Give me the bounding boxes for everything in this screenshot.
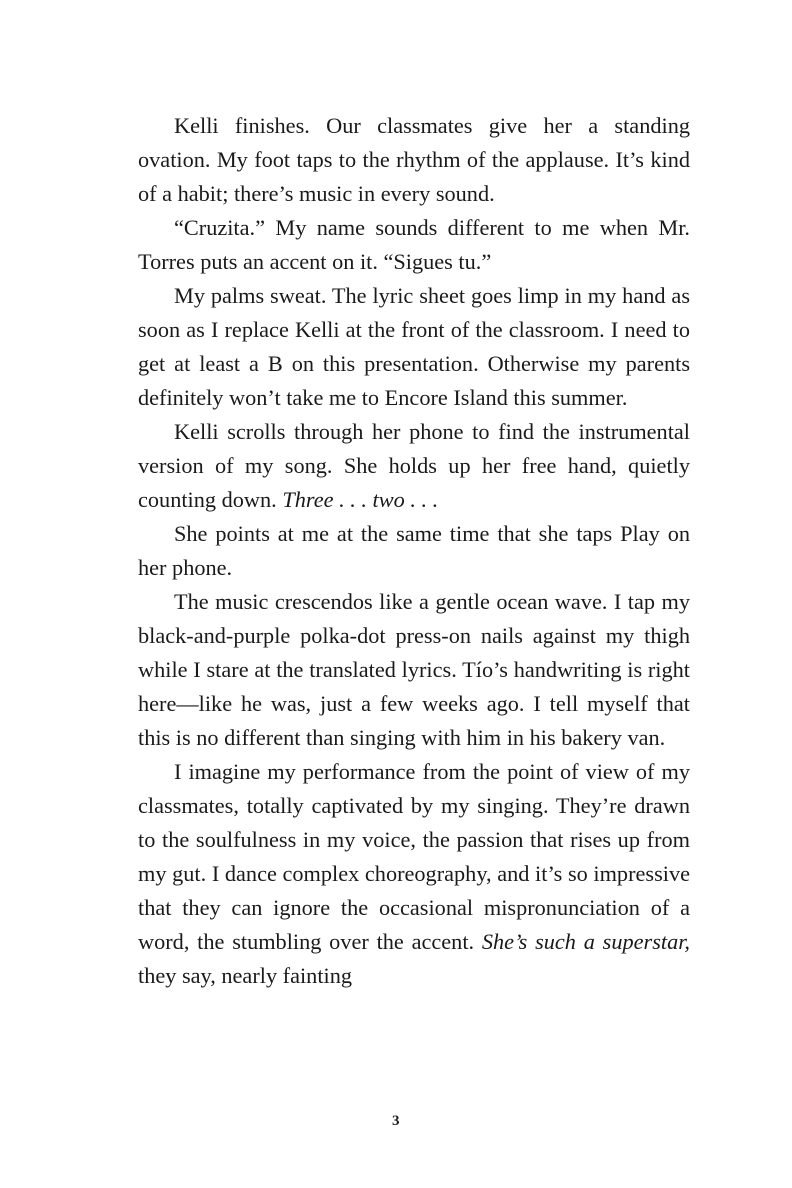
paragraph-4	[138, 415, 690, 517]
paragraph-4-italic: Three . . . two . . .	[282, 487, 439, 512]
paragraph-6: The music crescendos like a gentle ocean wave. I tap my black-and-purple polka-dot press-on nails against my thigh while I stare at the translated lyrics. Tío’s handwriting is right here—like he was, just a few weeks ago. I tell myself that this is no different than singing with him in his bakery van.	[138, 589, 690, 750]
paragraph-3: My palms sweat. The lyric sheet goes limp in my hand as soon as I replace Kelli at the front of the classroom. I need to get at least a B on this presentation. Otherwise my parents definitely won’t take me to Encore Island this summer.	[138, 283, 690, 410]
paragraph-4-text: Kelli scrolls through her phone to find the instrumental version of my song. She holds up her free hand, quietly counting down.	[138, 419, 690, 512]
paragraph-2: “Cruzita.” My name sounds different to me when Mr. Torres puts an accent on it. “Sigues tu.”	[138, 215, 690, 274]
page-number: 3	[392, 1113, 400, 1129]
paragraph-1: Kelli finishes. Our classmates give her a standing ovation. My foot taps to the rhythm of the applause. It’s kind of a habit; there’s music in every sound.	[138, 113, 690, 206]
paragraph-7-italic: She’s such a superstar,	[481, 929, 690, 954]
paragraph-5: She points at me at the same time that she taps Play on her phone.	[138, 521, 690, 580]
paragraph-7	[138, 755, 690, 993]
paragraph-7-text: I imagine my performance from the point of view of my classmates, totally captivated by my singing. They’re drawn to the soulfulness in my voice, the passion that rises up from my gut. I dance complex choreography, and it’s so impressive that they can ignore the occasional mispronunciation of a word, the stumbling over the accent.	[138, 759, 690, 954]
paragraph-7-tail: they say, nearly fainting	[138, 963, 353, 988]
page-body	[138, 109, 690, 993]
